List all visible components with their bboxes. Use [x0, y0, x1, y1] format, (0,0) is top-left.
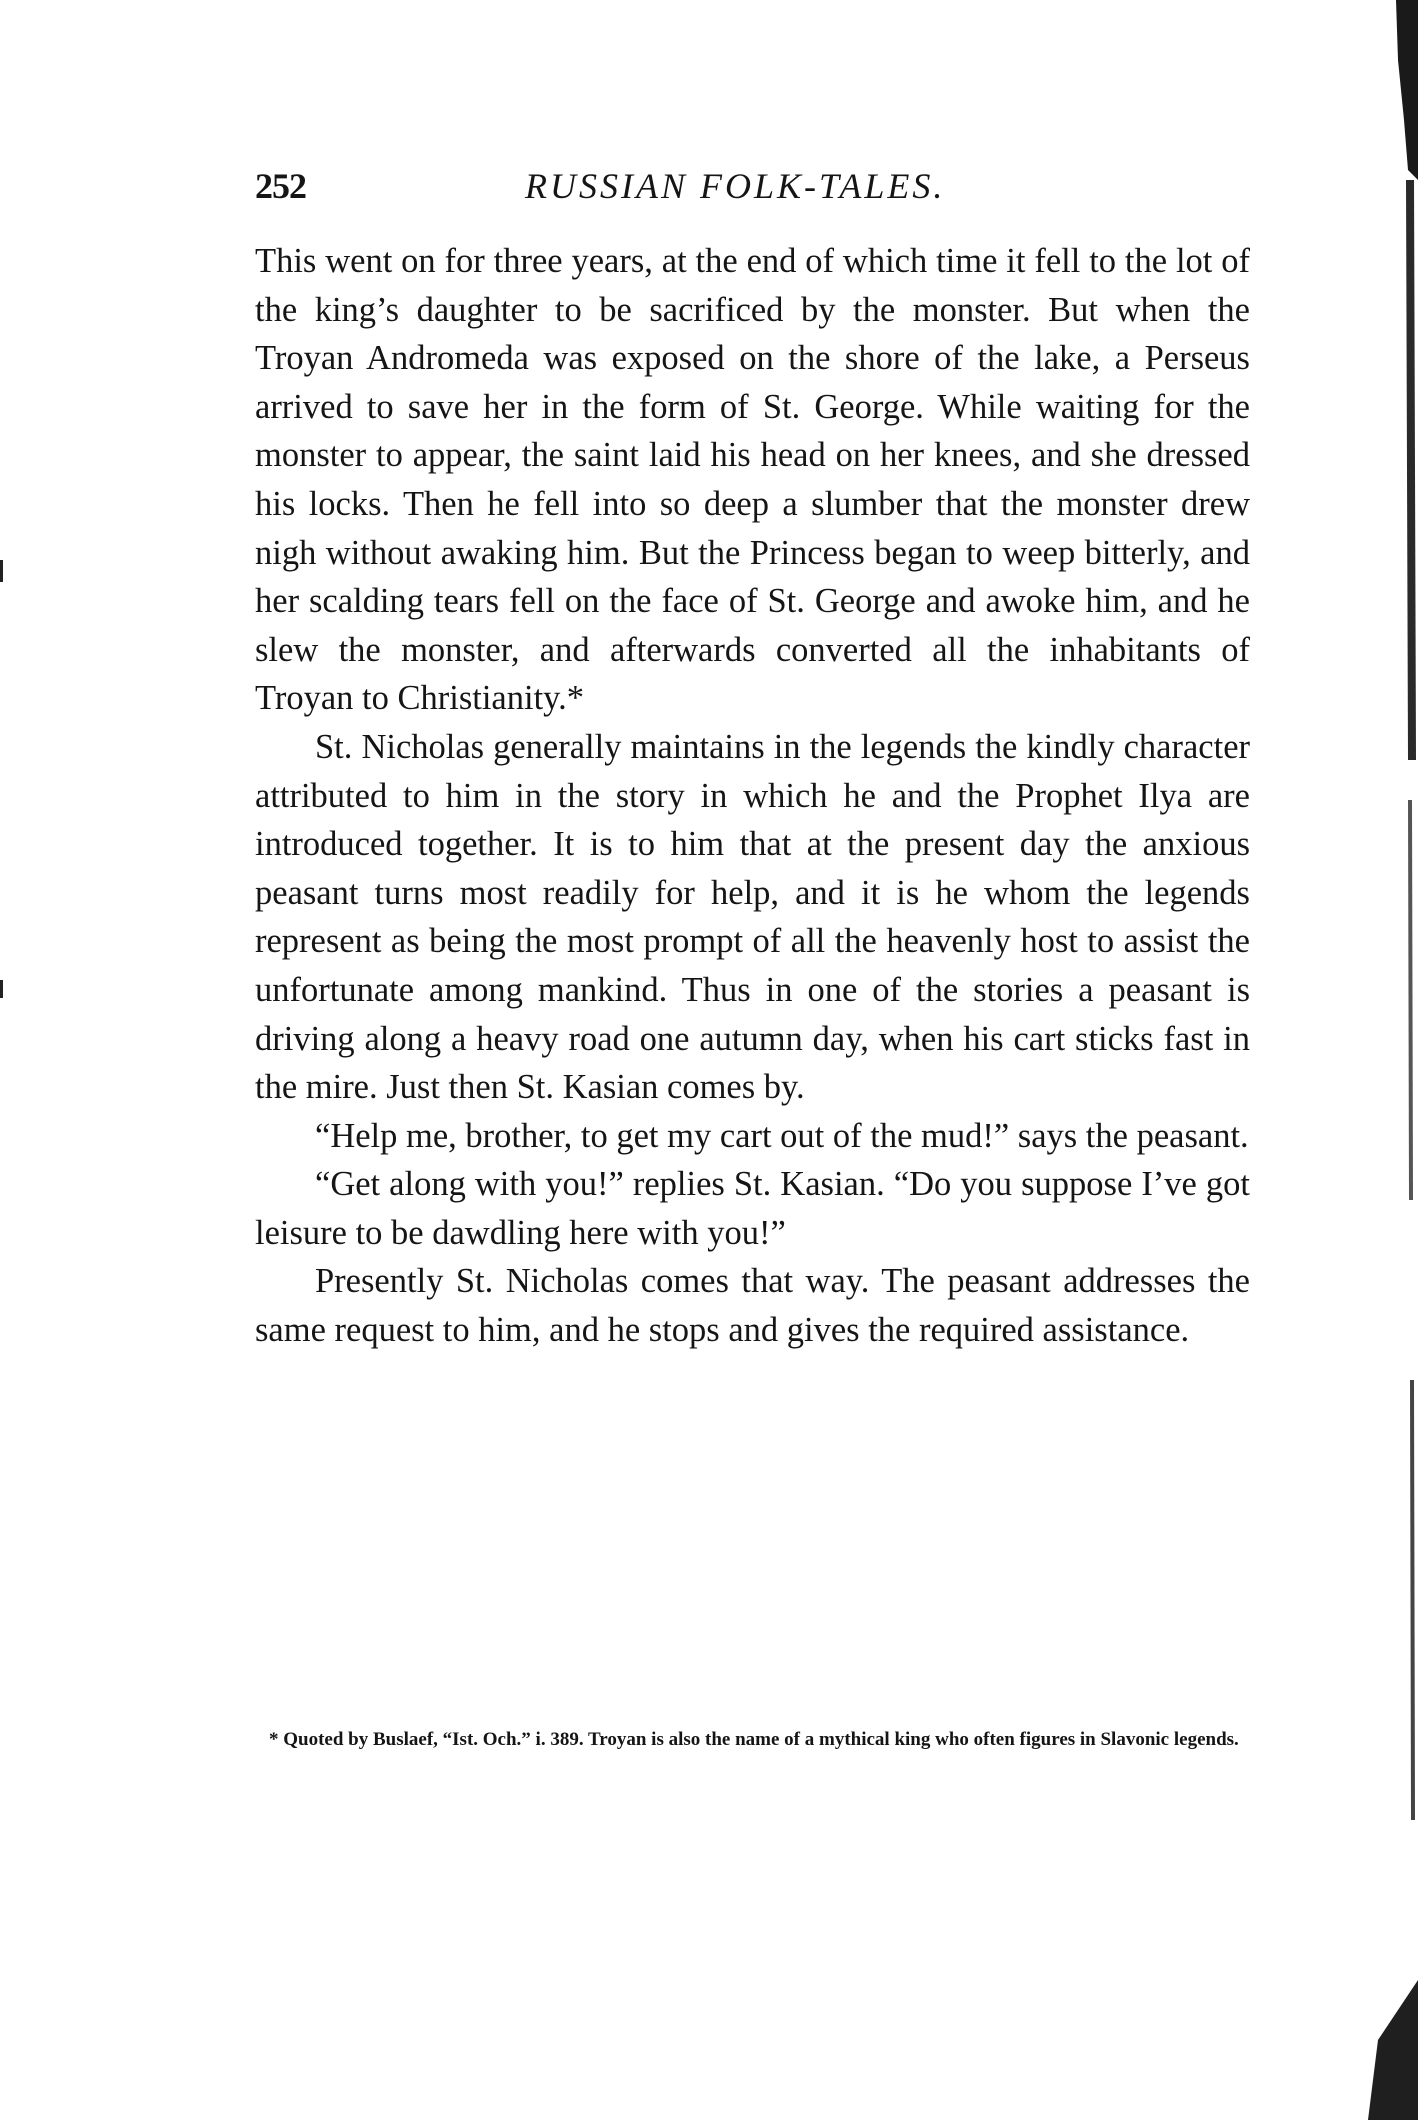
paragraph-nicholas-helps: Presently St. Nicholas comes that way. The peasant addresses the same request to him, and he stops and gives the required assistance. — [255, 1262, 1250, 1350]
footnote-text: * Quoted by Buslaef, “Ist. Och.” i. 389. Troyan is also the name of a mythical king who often figures in Slavonic legends. — [269, 1729, 1239, 1750]
left-margin-mark — [0, 560, 3, 582]
page-number: 252 — [255, 166, 306, 206]
scan-edge-shadow — [1338, 0, 1418, 2120]
footnote — [255, 1725, 1250, 1755]
paragraph-kasian-reply: “Get along with you!” replies St. Kasian. “Do you suppose I’ve got leisure to be dawdling here with you!” — [255, 1165, 1250, 1252]
paragraph-st-nicholas: St. Nicholas generally maintains in the legends the kindly character attributed to him in the story in which he and the Prophet Ilya are introduced together. It is to him that at the present day the anxious peasant turns most readily for help, and it is he whom the legends represent as being the most prompt of all the heavenly host to assist the unfortunate among mankind. Thus in one of the stories a peasant is driving along a heavy road one autumn day, when his cart sticks fast in the mire. Just then St. Kasian comes by. — [255, 727, 1250, 1107]
paragraph-troyan-legend: This went on for three years, at the end of which time it fell to the lot of the king’s daughter to be sacrificed by the monster. But when the Troyan Andromeda was exposed on the shore of the lake, a Perseus arrived to save her in the form of St. George. While waiting for the monster to appear, the saint laid his head on her knees, and she dressed his locks. Then he fell into so deep a slumber that the monster drew nigh without awaking him. But the Princess began to weep bitterly, and her scalding tears fell on the face of St. George and awoke him, and he slew the monster, and afterwards converted all the inhabitants of Troyan to Christianity.* — [255, 242, 1250, 718]
page-header — [255, 165, 1255, 225]
left-margin-mark — [0, 980, 3, 998]
paragraph-peasant-plea: “Help me, brother, to get my cart out of the mud!” says the peasant. — [315, 1116, 1249, 1155]
running-title: RUSSIAN FOLK-TALES. — [525, 166, 946, 206]
body-text — [255, 237, 1250, 1355]
